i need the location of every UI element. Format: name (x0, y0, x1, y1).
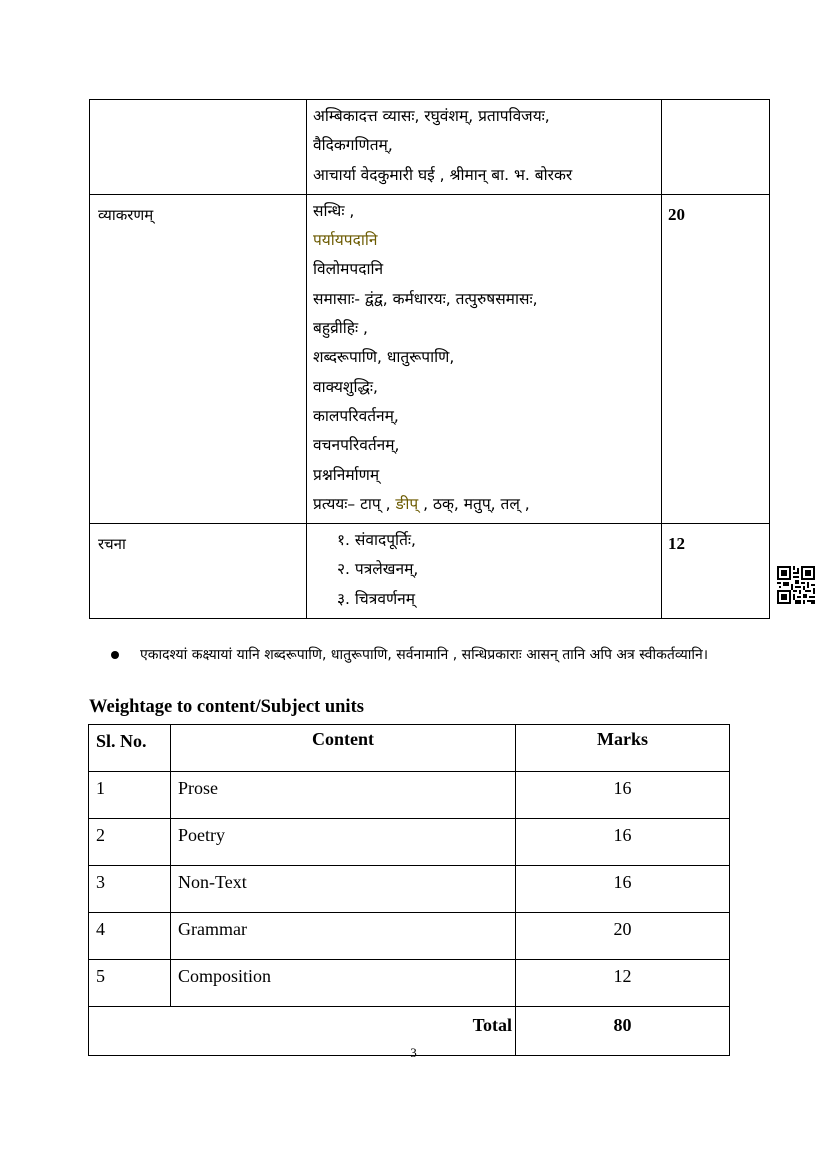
page-number: 3 (410, 1045, 417, 1060)
content-text: प्रत्ययः– टाप् , (313, 494, 396, 513)
marks-value: 20 (668, 204, 685, 224)
content-cell: Non-Text (171, 866, 516, 913)
topic-cell (90, 100, 307, 195)
table-header-row (89, 725, 730, 772)
table-row (89, 772, 730, 819)
content-line: सन्धिः , (313, 201, 355, 220)
content-cell: Poetry (171, 819, 516, 866)
content-cell: Prose (171, 772, 516, 819)
note-text: एकादश्यां कक्ष्यायां यानि शब्दरूपाणि, धातुरूपाणि, सर्वनामानि , सन्धिप्रकाराः आसन् तानि अपि अत्र स्वीकर्तव्यानि। (140, 647, 709, 663)
weightage-table (88, 724, 730, 1056)
table-row (89, 819, 730, 866)
content-line: वैदिकगणितम्, (313, 136, 393, 155)
content-line: समासाः- द्वंद्व, कर्मधारयः, तत्पुरुषसमासः, (313, 289, 538, 308)
content-text-highlight: ङीप् (395, 494, 419, 513)
bullet-icon (111, 651, 119, 659)
table-row (89, 960, 730, 1007)
topic-title: रचना (98, 535, 126, 554)
marks-cell: 16 (516, 772, 730, 819)
content-line (313, 490, 661, 519)
marks-cell: 12 (516, 960, 730, 1007)
content-line: प्रश्ननिर्माणम् (313, 465, 380, 484)
weightage-title: Weightage to content/Subject units (89, 697, 364, 717)
table-row (89, 913, 730, 960)
marks-value: 12 (668, 534, 685, 554)
marks-cell: 16 (516, 866, 730, 913)
content-cell: Grammar (171, 913, 516, 960)
content-cell (307, 100, 662, 195)
header-content: Content (171, 725, 516, 772)
sl-cell: 1 (89, 772, 171, 819)
content-line: शब्दरूपाणि, धातुरूपाणि, (313, 348, 455, 367)
table-row (89, 866, 730, 913)
table-row (90, 100, 770, 195)
total-marks: 80 (516, 1007, 730, 1056)
content-text: , ठक्, मतुप्, तल् , (418, 494, 530, 513)
content-line: वचनपरिवर्तनम्, (313, 436, 400, 455)
content-cell: Composition (171, 960, 516, 1007)
marks-cell (662, 524, 770, 619)
content-line: विलोमपदानि (313, 260, 384, 279)
content-line: आचार्या वेदकुमारी घई , श्रीमान् बा. भ. बोरकर (313, 165, 573, 184)
header-sl-no: Sl. No. (89, 725, 171, 772)
sl-cell: 4 (89, 913, 171, 960)
content-line: २. पत्रलेखनम्, (337, 560, 419, 579)
sl-cell: 5 (89, 960, 171, 1007)
table-row (90, 194, 770, 523)
table-row (90, 524, 770, 619)
topic-cell (90, 194, 307, 523)
content-line: अम्बिकादत्त व्यासः, रघुवंशम्, प्रतापविजयः, (313, 107, 550, 125)
marks-cell: 20 (516, 913, 730, 960)
content-cell (307, 194, 662, 523)
content-line: कालपरिवर्तनम्, (313, 406, 399, 425)
content-cell (307, 524, 662, 619)
content-line: बहुव्रीहिः , (313, 319, 368, 338)
content-line: वाक्यशुद्धिः, (313, 377, 378, 396)
qr-code-icon (777, 566, 815, 604)
sl-cell: 2 (89, 819, 171, 866)
sl-cell: 3 (89, 866, 171, 913)
content-line: ३. चित्रवर्णनम् (337, 589, 416, 608)
total-label: Total (89, 1007, 516, 1056)
content-line: १. संवादपूर्तिः, (337, 531, 416, 550)
topic-title: व्याकरणम् (98, 205, 154, 224)
topic-cell (90, 524, 307, 619)
content-line: पर्यायपदानि (313, 231, 378, 250)
marks-cell: 16 (516, 819, 730, 866)
marks-cell (662, 100, 770, 195)
header-marks: Marks (516, 725, 730, 772)
grammar-note (114, 642, 784, 668)
syllabus-table (89, 99, 770, 619)
marks-cell (662, 194, 770, 523)
